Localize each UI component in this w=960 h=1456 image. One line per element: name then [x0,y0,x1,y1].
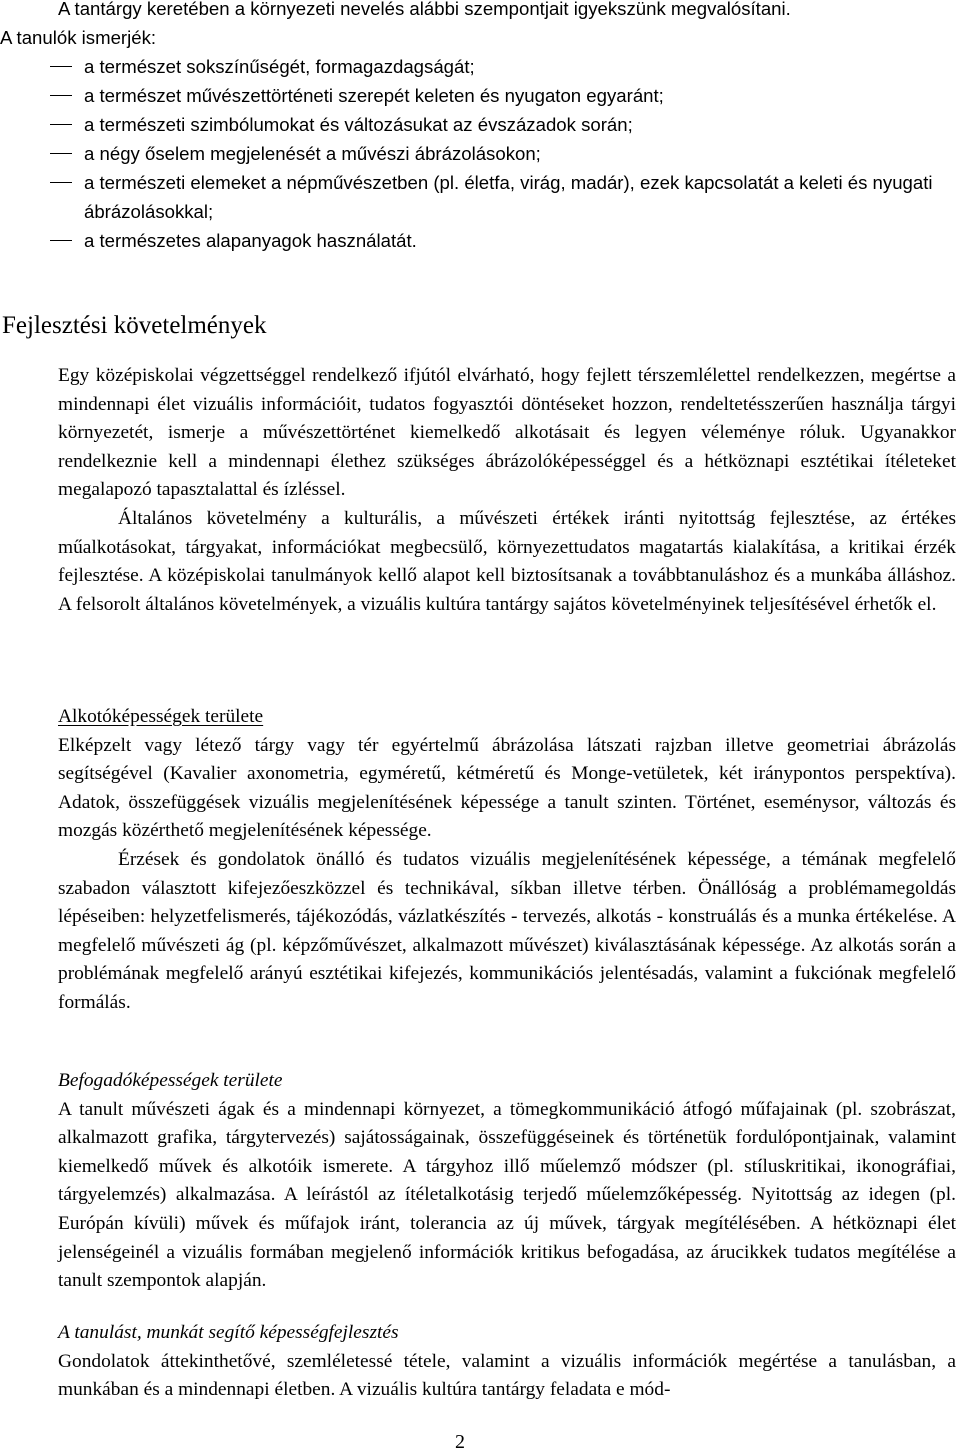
list-item [0,81,958,110]
dash-bullet [50,182,72,183]
alkoto-section [0,703,956,1018]
list-item-text: a négy őselem megjelenését a művészi ábrázolásokon; [84,143,541,164]
dash-bullet [50,153,72,154]
section-heading: Fejlesztési követelmények [2,312,267,339]
list-item-text: a természetes alapanyagok használatát. [84,230,417,251]
paragraph: Elképzelt vagy létező tárgy vagy tér egyértelmű ábrázolása látszati rajzban illetve geometriai ábrázolás segítségével (Kavalier axonometria, egyméretű, kétméretű és Monge-vetületek, két iránypontos perspektíva). Adatok, összefüggések vizuális megjelenítésének képessége a tanult szinten. Történet, eseménysor, változás és mozgás közérthető megjelenítésének képessége. [58,734,956,842]
fejlesztesi-section [0,362,956,619]
page-number: 2 [455,1431,465,1453]
list-item [0,110,958,139]
paragraph: Gondolatok áttekinthetővé, szemléletessé tétele, valamint a vizuális információk megértése a tanulásban, a munkában és a mindennapi életben. A vizuális kultúra tantárgy feladata e mód- [58,1350,956,1401]
subsection-title-befogado: Befogadóképességek területe [58,1070,283,1091]
paragraph: A tanult művészeti ágak és a mindennapi környezet, a tömegkommunikáció átfogó műfajainak (pl. szobrászat, alkalmazott grafika, tárgytervezés) sajátosságainak, összefüggéseinek és történetük fordulópontjainak, valamint kiemelkedő művek és alkotóik ismerete. A tárgyhoz illő műelemző módszer (pl. stíluskritikai, ikonográfiai, tárgyelemzés) alkalmazása. A leírástól az ítéletalkotásig terjedő műelemzőképesség. Nyitottság az idegen (pl. Európán kívüli) művek és műfajok iránt, tolerancia az új művek, tárgyak megítélésében. A hétköznapi élet jelenségeinél a vizuális formában megjelenő információk kritikus befogadása, az árucikkek tudatos megítélése a tanult szempontok alapján. [58,1098,956,1292]
dash-bullet [50,95,72,96]
subsection-title-tanulas: A tanulást, munkát segítő képességfejlesztés [58,1322,399,1343]
paragraph: Általános követelmény a kulturális, a művészeti értékek iránti nyitottság fejlesztése, az értékes műalkotásokat, tárgyakat, információkat megbecsülő, környezettudatos magatartás kialakítása, a kritikai érzék fejlesztése. A középiskolai tanulmányok kellő alapot kell biztosítsanak a továbbtanuláshoz és a munkába álláshoz. A felsorolt általános követelmények, a vizuális kultúra tantárgy sajátos követelményinek teljesítésével érhetők el. [58,507,956,615]
list-item [0,226,958,255]
list-item-text: a természeti elemeket a népművészetben (pl. életfa, virág, madár), ezek kapcsolatát a keleti és nyugati ábrázolásokkal; [84,172,933,222]
paragraph: Egy középiskolai végzettséggel rendelkező ifjútól elvárható, hogy fejlett térszemlélettel rendelkezzen, megértse a mindennapi élet vizuális információit, tudatos fogyasztói döntéseket hozzon, rendeltetésszerűen használja tárgyi környezetét, ismerje a művészettörténet kiemelkedő alkotásait és legyen véleménye róluk. Ugyanakkor rendelkeznie kell a mindennapi élethez szükséges ábrázolóképességgel és a hétköznapi esztétikai ítéleteket megalapozó tapasztalattal és ízléssel. [58,365,956,501]
paragraph: Érzések és gondolatok önálló és tudatos vizuális megjelenítésének képessége, a témának megfelelő szabadon választott kifejezőeszközzel és technikával, síkban illetve térben. Önállóság a problémamegoldás lépéseiben: helyzetfelismerés, tájékozódás, vázlatkészítés - tervezés, alkotás - konstruálás és a munka értékelése. A megfelelő művészeti ág (pl. képzőművészet, alkalmazott művészet) kiválasztásának képessége. Az alkotás során a problémának megfelelő arányú esztétikai kifejezés, kommunikációs jelentésadás, valamint a fukciónak megfelelő formálás. [58,848,956,1013]
list-item-text: a természet sokszínűségét, formagazdagságát; [84,56,475,77]
list-item-text: a természet művészettörténeti szerepét keleten és nyugaton egyaránt; [84,85,664,106]
intro-line-1: A tantárgy keretében a környezeti nevelés alábbi szempontjait igyekszünk megvalósítani. [58,0,791,19]
tanulas-section [0,1319,956,1405]
list-item-text: a természeti szimbólumokat és változásukat az évszázadok során; [84,114,633,135]
list-item [0,168,958,226]
list-item [0,139,958,168]
subsection-title-alkoto: Alkotóképességek területe [58,706,264,727]
list-item [0,52,958,81]
dash-bullet [50,66,72,67]
befogado-section [0,1067,956,1296]
dash-bullet [50,124,72,125]
intro-line-2: A tanulók ismerjék: [0,27,157,48]
intro-dash-list [0,52,958,255]
dash-bullet [50,240,72,241]
intro-block [0,0,958,255]
